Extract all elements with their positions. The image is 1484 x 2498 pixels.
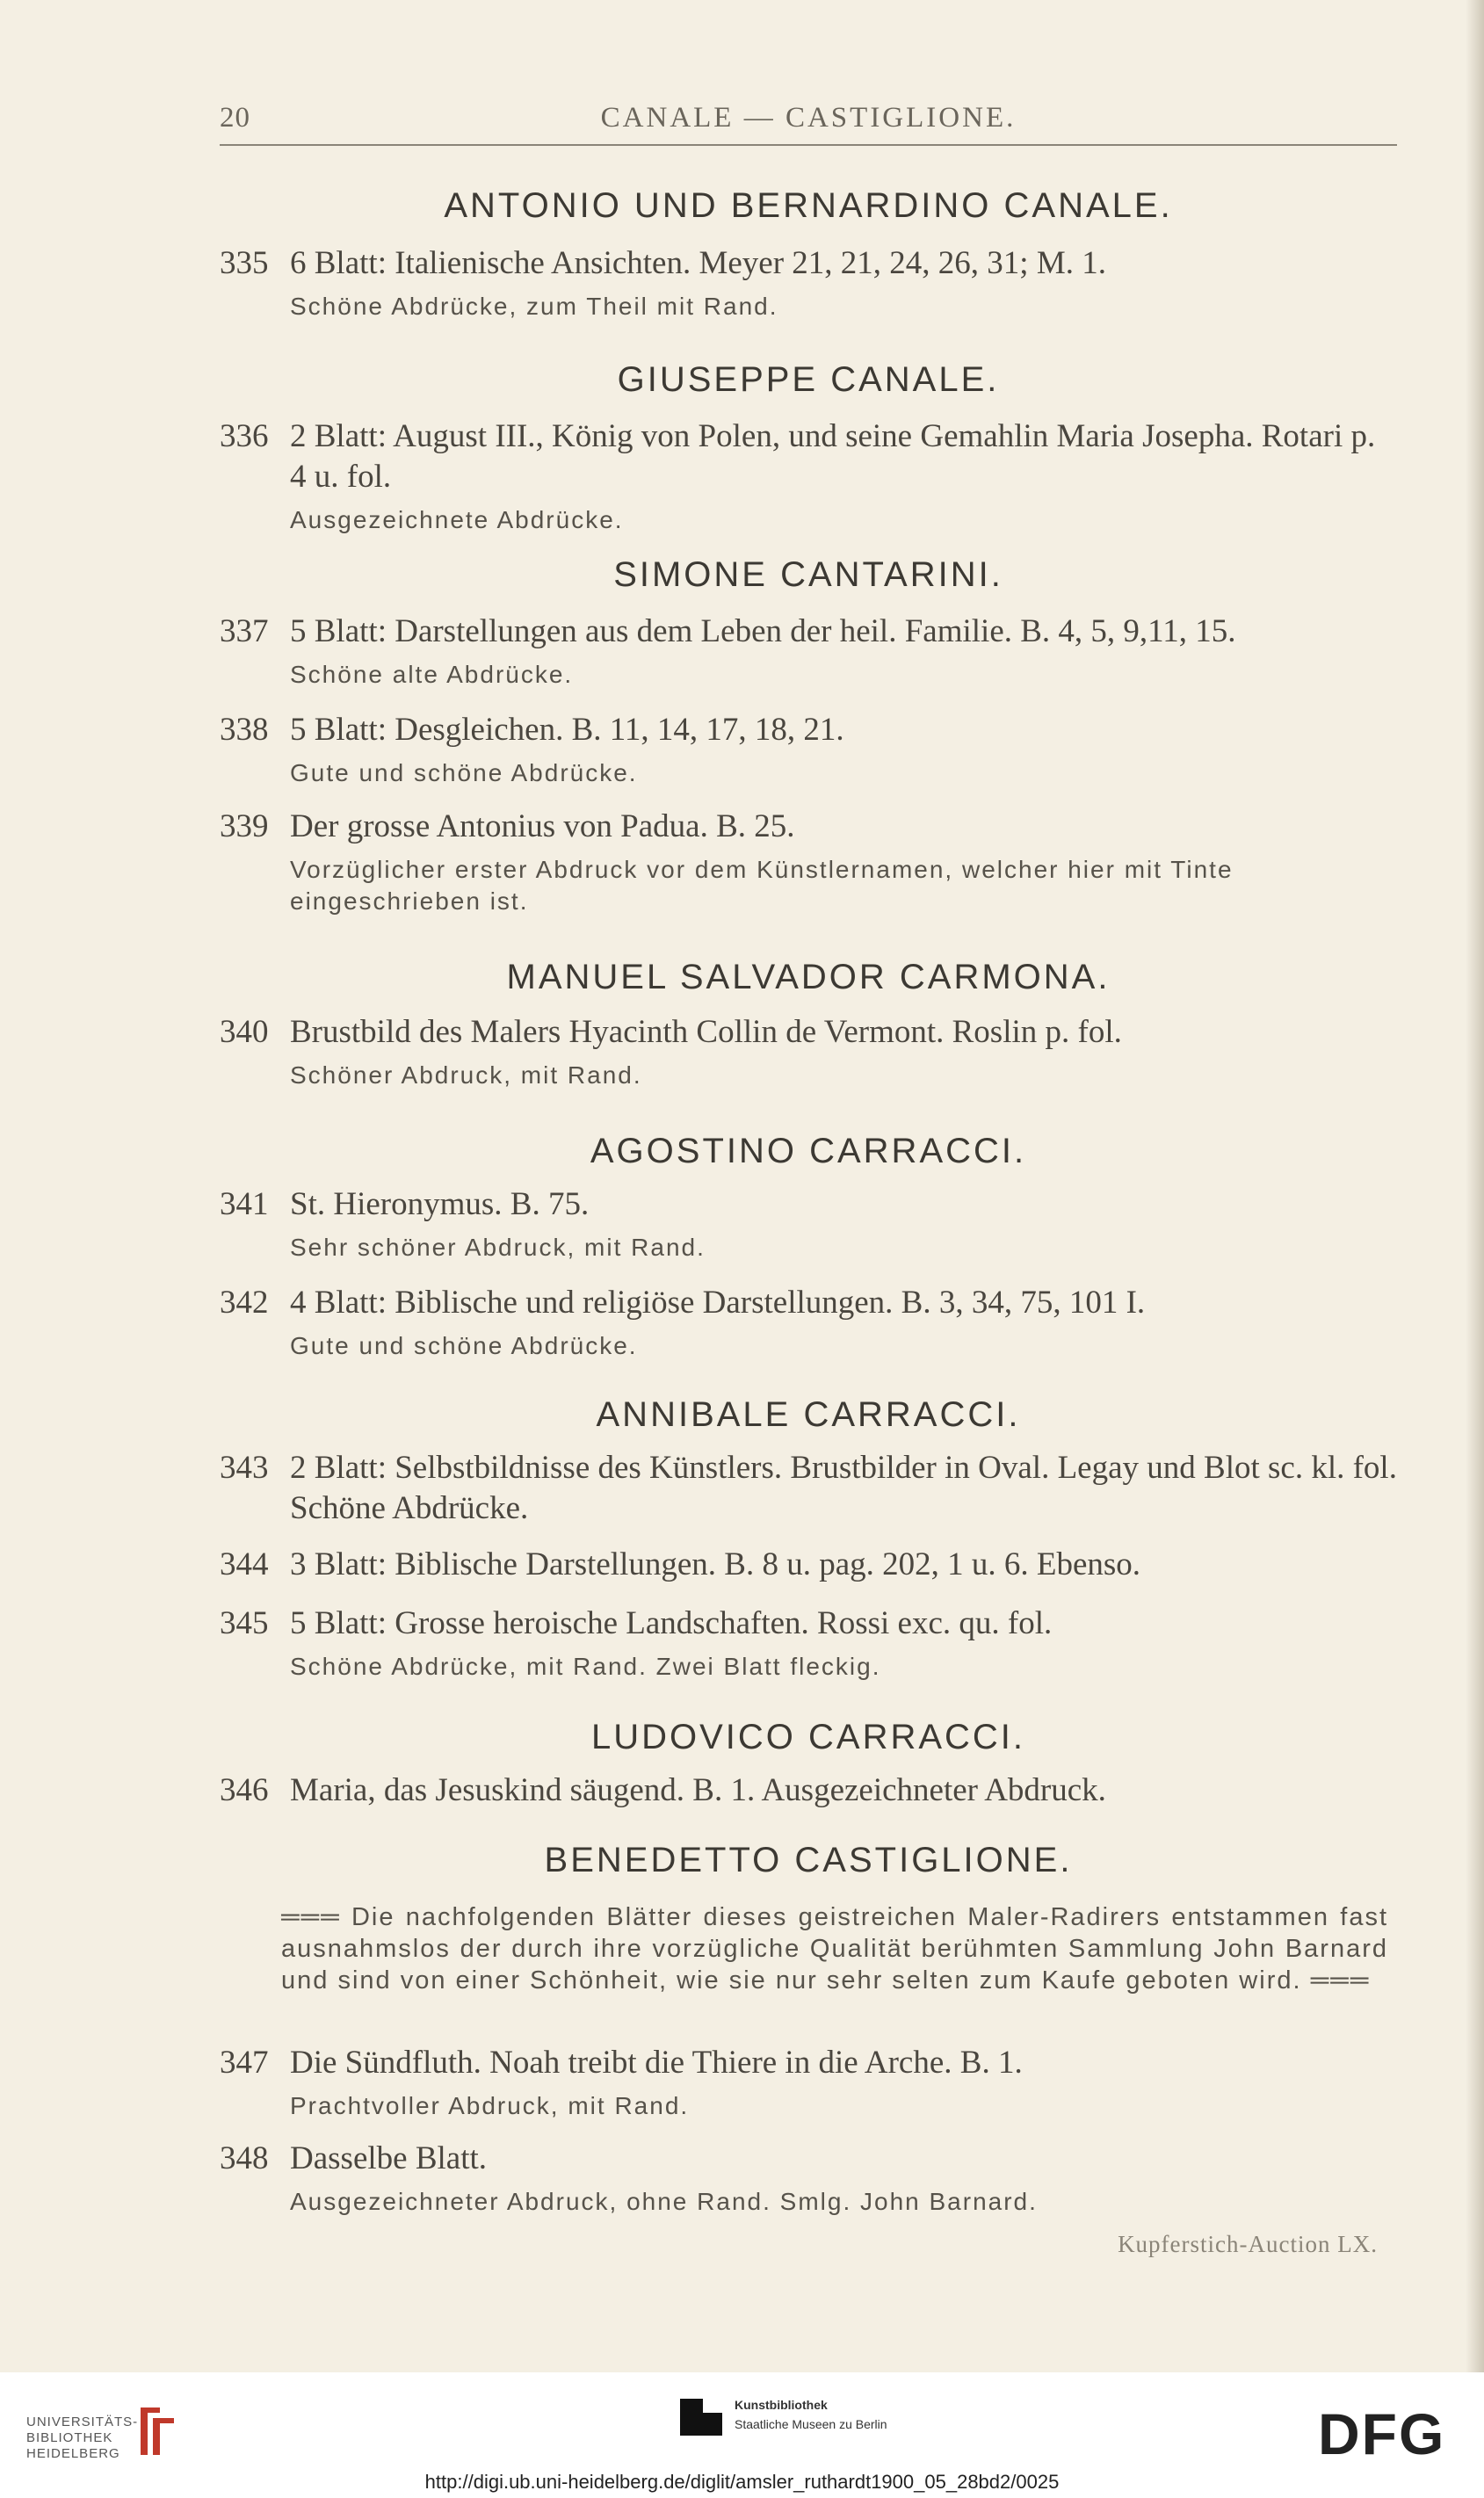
entry-number: 339 [220, 808, 269, 844]
catalogue-entry [220, 1012, 1397, 1091]
entry-note: Schöne alte Abdrücke. [290, 661, 574, 688]
kunstbibliothek-label [735, 2395, 887, 2434]
entry-number: 336 [220, 418, 269, 454]
catalogue-entry [220, 1184, 1397, 1263]
entry-note: Schöner Abdruck, mit Rand. [290, 1061, 642, 1089]
entry-note: Schöne Abdrücke, mit Rand. Zwei Blatt fleckig. [290, 1653, 881, 1680]
library-name: UNIVERSITÄTS- BIBLIOTHEK HEIDELBERG [26, 2415, 139, 2461]
entry-note: Vorzüglicher erster Abdruck vor dem Künstlernamen, welcher hier mit Tinte eingeschrieben ist. [290, 856, 1234, 915]
catalogue-entry [220, 2139, 1397, 2218]
entry-note: Ausgezeichnete Abdrücke. [290, 506, 624, 533]
catalogue-entry [220, 1545, 1397, 1585]
entry-text: 5 Blatt: Darstellungen aus dem Leben der heil. Familie. B. 4, 5, 9,11, 15. [290, 613, 1236, 649]
page-number: 20 [220, 102, 250, 134]
catalogue-entry [220, 612, 1397, 691]
entry-text: 2 Blatt: August III., König von Polen, und seine Gemahlin Maria Josepha. Rotari p. 4 u. fol. [290, 418, 1376, 495]
catalogue-entry [220, 1604, 1397, 1683]
university-logo-icon [134, 2404, 181, 2460]
intro-mark: ═══ [1310, 1966, 1371, 1995]
source-url[interactable]: http://digi.ub.uni-heidelberg.de/diglit/amsler_ruthardt1900_05_28bd2/0025 [424, 2471, 1060, 2493]
section-heading: AGOSTINO CARRACCI. [590, 1132, 1027, 1170]
entry-number: 338 [220, 712, 269, 748]
entry-note: Ausgezeichneter Abdruck, ohne Rand. Smlg. John Barnard. [290, 2188, 1038, 2215]
entry-text: 5 Blatt: Desgleichen. B. 11, 14, 17, 18, 21. [290, 712, 844, 748]
entry-text: Der grosse Antonius von Padua. B. 25. [290, 808, 795, 844]
catalogue-entry [220, 1770, 1397, 1811]
entry-number: 343 [220, 1450, 269, 1486]
entry-text: St. Hieronymus. B. 75. [290, 1186, 590, 1222]
catalogue-entry [220, 710, 1397, 789]
section-heading: MANUEL SALVADOR CARMONA. [506, 958, 1111, 996]
intro-text: Die nachfolgenden Blätter dieses geistreichen Maler-Radirers entstammen fast ausnahmslos der durch ihre vorzügliche Qualität berühmten Sammlung John Barnard und sind von einer Schönheit, wie sie nur sehr selten zum Kaufe geboten wird. [281, 1903, 1388, 1995]
entry-number: 340 [220, 1014, 269, 1050]
catalogue-entry [220, 243, 1397, 322]
entry-number: 342 [220, 1285, 269, 1321]
section-heading: SIMONE CANTARINI. [613, 555, 1003, 594]
section-intro [281, 1901, 1388, 1996]
entry-text: Brustbild des Malers Hyacinth Collin de Vermont. Roslin p. fol. [290, 1014, 1122, 1050]
entry-number: 345 [220, 1605, 269, 1641]
entry-text: 5 Blatt: Grosse heroische Landschaften. Rossi exc. qu. fol. [290, 1605, 1053, 1641]
section-heading: ANTONIO UND BERNARDINO CANALE. [444, 186, 1173, 225]
intro-mark: ═══ [281, 1903, 341, 1931]
entry-number: 348 [220, 2140, 269, 2176]
running-title: CANALE — CASTIGLIONE. [600, 102, 1017, 134]
scan-edge [1466, 0, 1484, 2381]
kb-title: Kunstbibliothek [735, 2398, 828, 2412]
entry-note: Gute und schöne Abdrücke. [290, 1332, 638, 1359]
entry-number: 346 [220, 1772, 269, 1808]
entry-note: Sehr schöner Abdruck, mit Rand. [290, 1234, 706, 1261]
entry-number: 341 [220, 1186, 269, 1222]
entry-text: Maria, das Jesuskind säugend. B. 1. Ausgezeichneter Abdruck. [290, 1772, 1106, 1808]
entry-note: Gute und schöne Abdrücke. [290, 759, 638, 786]
entry-note: Schöne Abdrücke, zum Theil mit Rand. [290, 293, 778, 320]
catalogue-footer: Kupferstich-Auction LX. [1118, 2231, 1378, 2257]
section-heading: LUDOVICO CARRACCI. [590, 1718, 1026, 1756]
entry-note: Prachtvoller Abdruck, mit Rand. [290, 2092, 690, 2119]
entry-text: Die Sündfluth. Noah treibt die Thiere in die Arche. B. 1. [290, 2045, 1023, 2081]
section-heading: ANNIBALE CARRACCI. [596, 1395, 1021, 1434]
catalogue-entry [220, 416, 1397, 536]
entry-number: 347 [220, 2045, 269, 2081]
entry-number: 344 [220, 1546, 269, 1582]
entry-text: 3 Blatt: Biblische Darstellungen. B. 8 u. pag. 202, 1 u. 6. Ebenso. [290, 1546, 1141, 1582]
catalogue-entry [220, 1283, 1397, 1362]
entry-number: 335 [220, 245, 269, 281]
page-header [220, 98, 1397, 146]
entry-text: 4 Blatt: Biblische und religiöse Darstellungen. B. 3, 34, 75, 101 I. [290, 1285, 1146, 1321]
kb-subtitle: Staatliche Museen zu Berlin [735, 2417, 887, 2431]
entry-number: 337 [220, 613, 269, 649]
kunstbibliothek-logo-icon [677, 2393, 726, 2441]
entry-text: 2 Blatt: Selbstbildnisse des Künstlers. Brustbilder in Oval. Legay und Blot sc. kl. fol. Schöne Abdrücke. [290, 1450, 1397, 1526]
dfg-logo: DFG [1318, 2401, 1446, 2466]
section-heading: GIUSEPPE CANALE. [617, 360, 1000, 399]
catalogue-entry [220, 2043, 1397, 2122]
section-heading: BENEDETTO CASTIGLIONE. [544, 1841, 1073, 1879]
catalogue-entry [220, 807, 1397, 917]
catalogue-entry [220, 1448, 1397, 1529]
entry-text: Dasselbe Blatt. [290, 2140, 488, 2176]
entry-text: 6 Blatt: Italienische Ansichten. Meyer 21, 21, 24, 26, 31; M. 1. [290, 245, 1106, 281]
